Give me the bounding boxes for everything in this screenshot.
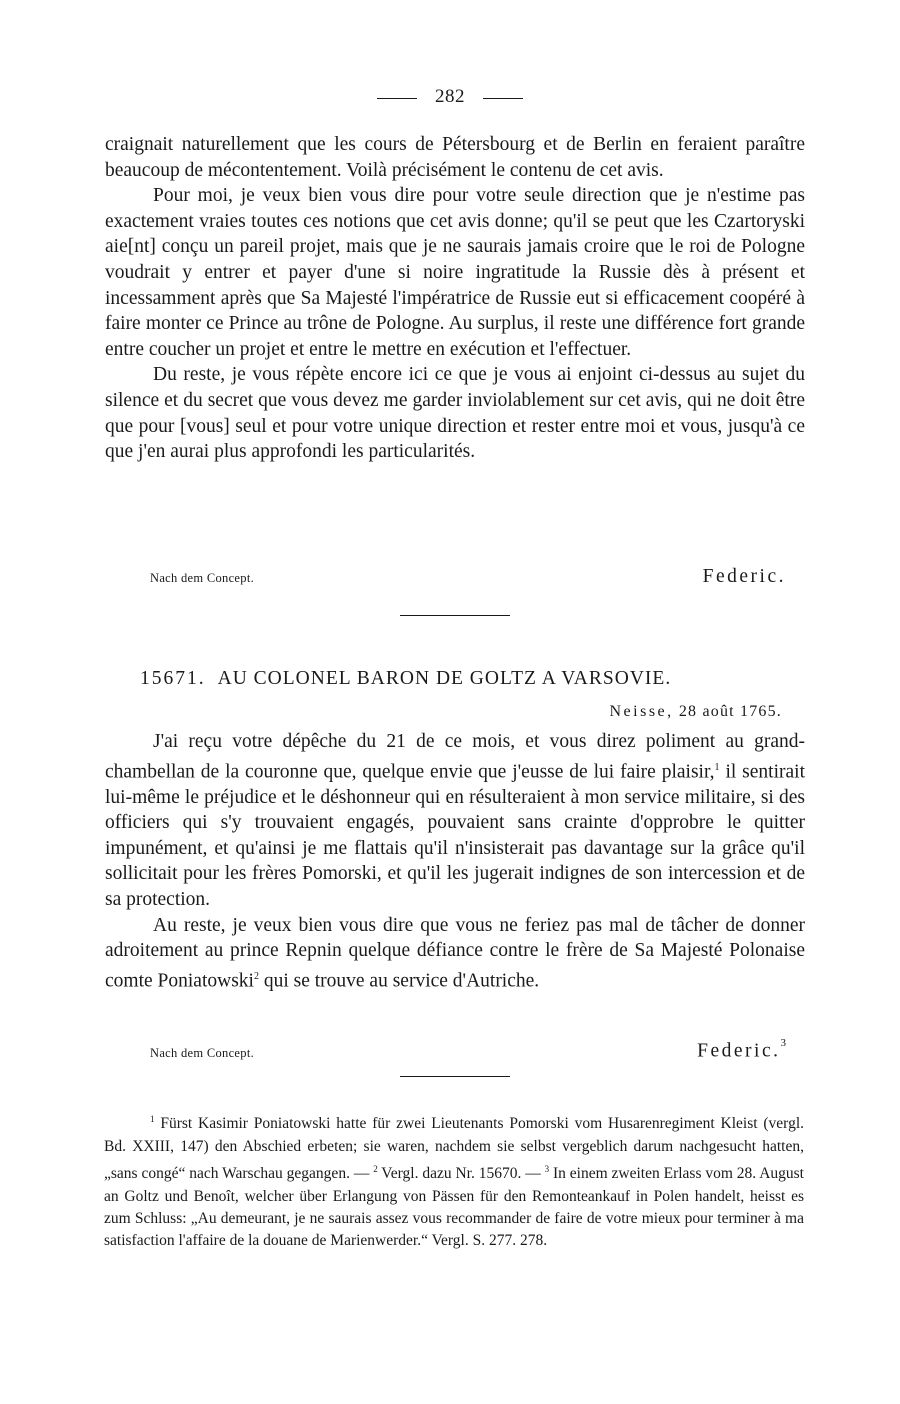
footnote-ref: 1 bbox=[714, 761, 720, 773]
letter-heading bbox=[140, 668, 820, 690]
paragraph-continuation: craignait naturellement que les cours de Pétersbourg et de Berlin en feraient paraître beaucoup de mécontentement. Voilà précisément le contenu de cet avis. bbox=[105, 134, 805, 181]
source-note: Nach dem Concept. bbox=[150, 571, 255, 585]
footnote-divider bbox=[400, 1076, 510, 1077]
letter-text bbox=[105, 729, 805, 994]
source-note: Nach dem Concept. bbox=[150, 1045, 255, 1060]
paragraph-text: J'ai reçu votre dépêche du 21 de ce mois, et vous direz poliment au grand-chambellan de la couronne que, quelque envie que j'eusse de lui faire plaisir, bbox=[105, 731, 805, 783]
dateline bbox=[0, 703, 782, 721]
footnote-body: In einem zweiten Erlass vom 28. August an Goltz und Benoît, welcher über Erlangung von Pässen für den Remonteankauf in Polen handelt, heisst es zum Schluss: „Au demeurant, je ne saurais assez vous recommander de faire de votre mieux pour terminer à ma satisfaction l'affaire de la douane de Marienwerder.“ Vergl. S. 277. 278. bbox=[104, 1165, 804, 1250]
paragraph bbox=[105, 913, 805, 994]
letter-number: 15671. bbox=[140, 668, 206, 689]
letter-title: AU COLONEL BARON DE GOLTZ A VARSOVIE. bbox=[217, 668, 672, 689]
paragraph-text: qui se trouve au service d'Autriche. bbox=[258, 970, 540, 992]
signature-text: Federic. bbox=[697, 1040, 781, 1062]
paragraph-text: il sentirait lui-même le préjudice et le déshonneur qui en résulteraient à mon service militaire, si des officiers qui s'y trouvaient engagés, pouvaient sans crainte d'opprobre le quitter impunément, et qu'ainsi je me flattais qu'il n'insisterait pas davantage sur la grâce qu'il sollicitait pour les frères Pomorski, et qu'il les jugerait indignes de son intercession et de sa protection. bbox=[105, 761, 805, 911]
paragraph: Du reste, je vous répète encore ici ce que je vous ai enjoint ci-dessus au sujet du silence et du secret que vous devez me garder inviolablement sur cet avis, qui ne doit être que pour [vous] seul et pour votre unique direction et rester entre moi et vous, jusqu'à ce que j'en aurai plus approfondi les particularités. bbox=[105, 364, 805, 463]
signature: Federic. bbox=[702, 566, 786, 587]
footnote-marker: 1 bbox=[150, 1114, 155, 1124]
footnotes bbox=[104, 1108, 804, 1253]
header-dash-right bbox=[483, 98, 523, 99]
footnote-marker: 3 bbox=[544, 1163, 550, 1174]
footnote-ref: 3 bbox=[780, 1037, 786, 1049]
section-1-text bbox=[105, 132, 805, 465]
footnote-body: Vergl. dazu Nr. 15670. — bbox=[377, 1165, 545, 1183]
paragraph-text: Au reste, je veux bien vous dire que vous ne feriez pas mal de tâcher de donner adroitement au prince Repnin quelque défiance contre le frère de Sa Majesté Polonaise comte Poniatowski bbox=[105, 914, 805, 992]
dateline-place: Neisse, bbox=[609, 703, 674, 720]
section-divider bbox=[400, 615, 510, 616]
paragraph: Pour moi, je veux bien vous dire pour votre seule direction que je n'estime pas exactement vraies toutes ces notions que cet avis donne; qu'il se peut que les Czartoryski aie[nt] conçu un pareil projet, mais que je ne saurais jamais croire que le roi de Pologne voudrait y entrer et payer d'une si noire ingratitude la Russie dès à présent et incessamment après que Sa Majesté l'impératrice de Russie eut si efficacement coopéré à faire monter ce Prince au trône de Pologne. Au surplus, il reste une différence fort grande entre coucher un projet et entre le mettre en exécution et l'effectuer. bbox=[105, 185, 805, 360]
header-dash-left bbox=[377, 98, 417, 99]
footnote-marker: 2 bbox=[373, 1163, 378, 1174]
letter-closing bbox=[150, 1037, 786, 1063]
page-number-header bbox=[0, 86, 900, 108]
section-1-closing bbox=[150, 566, 786, 588]
paragraph bbox=[105, 729, 805, 913]
page-number: 282 bbox=[435, 86, 465, 107]
dateline-date: 28 août 1765. bbox=[678, 703, 782, 720]
signature bbox=[697, 1037, 786, 1063]
footnote-ref: 2 bbox=[253, 970, 259, 982]
footnote-text bbox=[104, 1108, 804, 1253]
footnote-body: Fürst Kasimir Poniatowski hatte für zwei Lieutenants Pomorski vom Husarenregiment Kleist (vergl. Bd. XXIII, 147) den Abschied erbeten; sie waren, nachdem sie selbst vergeblich darum nachgesucht hatten, „sans congé“ nach Warschau gegangen. — bbox=[104, 1115, 804, 1183]
